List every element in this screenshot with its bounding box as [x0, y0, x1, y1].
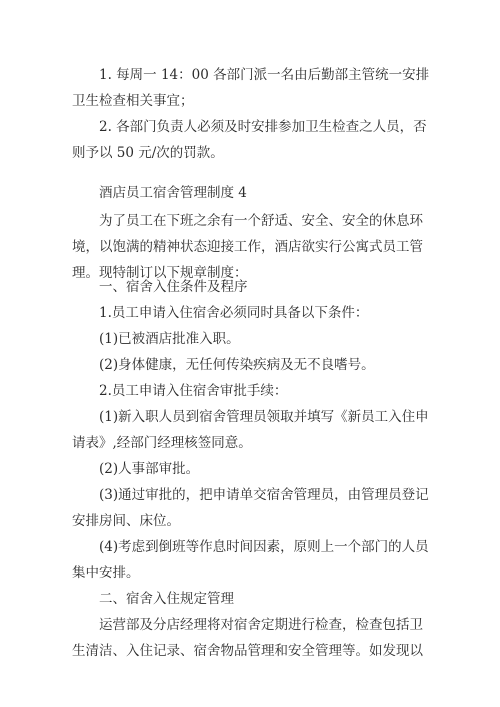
item-2: 2.员工申请入住宿舍审批手续：: [99, 383, 288, 399]
intro-paragraph: 为了员工在下班之余有一个舒适、安全、安全的休息环境，以饱满的精神状态迎接工作，酒店欲实行公寓式员工管理。现特制订以下规章制度：: [72, 213, 423, 281]
rule-paragraph-2: 2. 各部门负责人必须及时安排参加卫生检查之人员，否则予以 50 元/次的罚款。: [72, 119, 427, 161]
heading-1: 一、宿舍入住条件及程序: [99, 279, 248, 295]
heading-2: 二、宿舍入住规定管理: [99, 591, 234, 607]
section-2-body: 运营部及分店经理将对宿舍定期进行检查，检查包括卫生清洁、入住记录、宿舍物品管理和安全管理等。如发现以: [72, 617, 423, 659]
section-title: 酒店员工宿舍管理制度 4: [99, 185, 247, 201]
item-2c: (3)通过审批的，把申请单交宿舍管理员，由管理员登记安排房间、床位。: [72, 487, 429, 529]
item-2a: (1)新入职人员到宿舍管理员领取并填写《新员工入住申请表》,经部门经理核签同意。: [72, 409, 429, 451]
item-2d: (4)考虑到倒班等作息时间因素，原则上一个部门的人员集中安排。: [72, 539, 429, 581]
item-1: 1.员工申请入住宿舍必须同时具备以下条件：: [99, 305, 369, 321]
rule-paragraph-1: 1. 每周一 14：00 各部门派一名由后勤部主管统一安排卫生检查相关事宜；: [72, 67, 430, 109]
item-1a: (1)已被酒店批准入职。: [99, 331, 240, 347]
item-1b: (2)身体健康，无任何传染疾病及无不良嗜号。: [99, 357, 375, 373]
item-2b: (2)人事部审批。: [99, 461, 200, 477]
